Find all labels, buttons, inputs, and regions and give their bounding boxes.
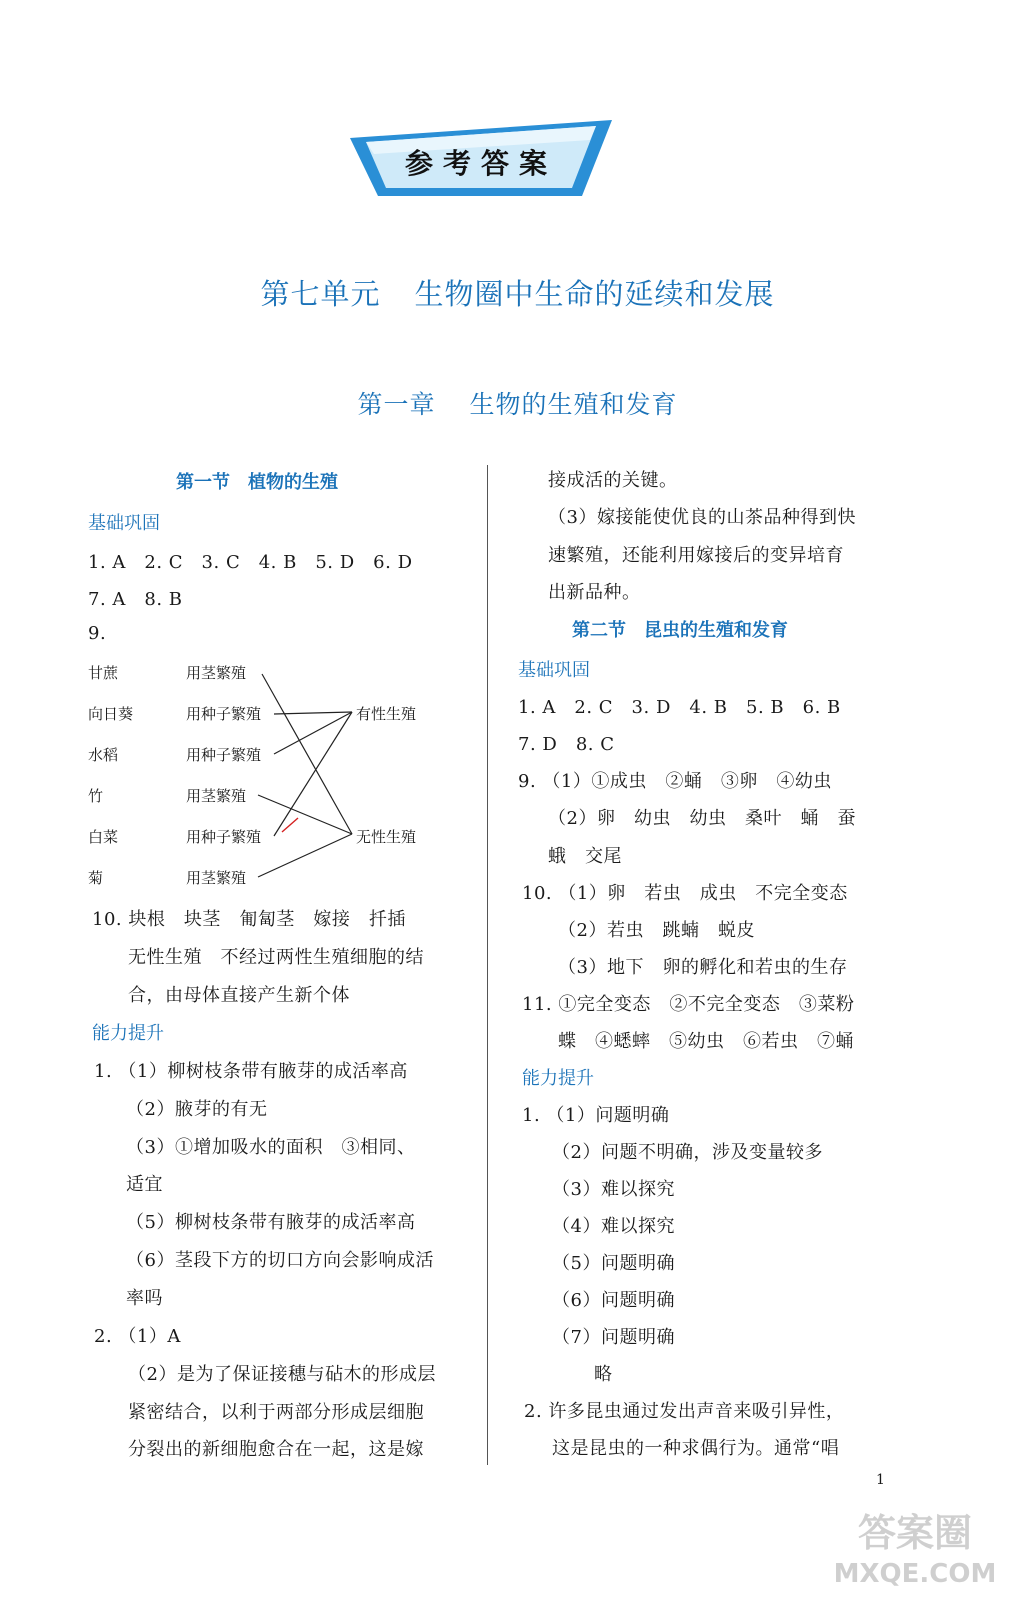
- answer-line: （6）茎段下方的切口方向会影响成活: [126, 1250, 434, 1271]
- answer-line: 这是昆虫的一种求偶行为。通常“唱: [552, 1438, 840, 1459]
- answer-line: （4）难以探究: [552, 1216, 675, 1237]
- basic-head-right: 基础巩固: [518, 660, 590, 681]
- answer-line: 速繁殖，还能利用嫁接后的变异培育: [548, 545, 844, 566]
- answer-line: 接成活的关键。: [548, 470, 678, 491]
- plant-label: 甘蔗: [88, 664, 119, 682]
- red-check-mark: [282, 818, 298, 832]
- plant-label: 白菜: [88, 828, 119, 846]
- type-label-asexual: 无性生殖: [356, 828, 417, 846]
- match-line: [262, 674, 352, 834]
- answer-line: 无性生殖 不经过两性生殖细胞的结: [128, 947, 424, 968]
- answer-line: （3）①增加吸水的面积 ③相同、: [126, 1137, 416, 1158]
- chapter-label: 第一章: [357, 390, 436, 419]
- answer-line: （3）嫁接能使优良的山茶品种得到快: [548, 507, 856, 528]
- answer-line: 蝶 ④蟋蟀 ⑤幼虫 ⑥若虫 ⑦蛹: [558, 1031, 854, 1052]
- ability-head-left: 能力提升: [92, 1023, 164, 1044]
- answer-line: 适宜: [126, 1174, 163, 1195]
- watermark-line1: 答案圈: [857, 1511, 973, 1555]
- ability-head-right: 能力提升: [522, 1068, 594, 1089]
- match-line: [274, 712, 352, 714]
- banner-title: 参考答案: [405, 147, 558, 180]
- answer-line: （2）腋芽的有无: [126, 1099, 268, 1120]
- answer-line: 1. A 2. C 3. C 4. B 5. D 6. D: [88, 552, 413, 573]
- section-title-insect-reproduction: 第二节 昆虫的生殖和发育: [572, 620, 788, 641]
- match-line: [258, 795, 352, 834]
- chapter-text: 生物的生殖和发育: [469, 390, 678, 419]
- answer-line: （5）问题明确: [552, 1253, 675, 1274]
- basic-head-left: 基础巩固: [88, 513, 160, 534]
- type-label-sexual: 有性生殖: [356, 705, 417, 723]
- answer-line: 10. （1）卵 若虫 成虫 不完全变态: [522, 883, 848, 904]
- answer-line: （5）柳树枝条带有腋芽的成活率高: [126, 1212, 416, 1233]
- section-title-plant-reproduction: 第一节 植物的生殖: [176, 472, 338, 493]
- unit-label: 第七单元: [260, 277, 381, 311]
- plant-label: 菊: [88, 869, 104, 887]
- method-label: 用茎繁殖: [186, 787, 247, 805]
- answer-line: （6）问题明确: [552, 1290, 675, 1311]
- watermark-line2: MXQE.COM: [833, 1559, 997, 1589]
- method-label: 用种子繁殖: [186, 746, 262, 764]
- method-label: 用种子繁殖: [186, 828, 262, 846]
- answer-line: 略: [594, 1364, 613, 1385]
- answer-line: 1. （1）柳树枝条带有腋芽的成活率高: [94, 1061, 408, 1082]
- answer-line: 2. （1）A: [94, 1326, 181, 1347]
- answer-line: 2. 许多昆虫通过发出声音来吸引异性，: [524, 1401, 845, 1422]
- answer-line: 分裂出的新细胞愈合在一起，这是嫁: [128, 1439, 424, 1460]
- chapter-title: [0, 385, 1035, 421]
- answer-line: 1. A 2. C 3. D 4. B 5. B 6. B: [518, 697, 841, 718]
- answer-line: （2）卵 幼虫 幼虫 桑叶 蛹 蚕: [548, 808, 856, 829]
- answer-line: 10. 块根 块茎 匍匐茎 嫁接 扦插: [92, 909, 406, 930]
- plant-label: 水稻: [88, 746, 119, 764]
- answer-line: 11. ①完全变态 ②不完全变态 ③菜粉: [522, 994, 855, 1015]
- answer-line: 9.: [88, 623, 107, 644]
- answer-line: 率吗: [126, 1288, 163, 1309]
- answer-line: （3）地下 卵的孵化和若虫的生存: [558, 957, 848, 978]
- answer-line: 7. A 8. B: [88, 589, 183, 610]
- answer-line: 蛾 交尾: [548, 846, 622, 867]
- unit-title: [0, 272, 1035, 313]
- unit-text: 生物圈中生命的延续和发展: [414, 277, 775, 311]
- answer-line: 合，由母体直接产生新个体: [128, 985, 350, 1006]
- answer-line: （2）是为了保证接穗与砧木的形成层: [128, 1364, 436, 1385]
- match-line: [274, 712, 352, 836]
- method-label: 用茎繁殖: [186, 664, 247, 682]
- answer-line: 紧密结合，以利于两部分形成层细胞: [128, 1402, 424, 1423]
- watermark-logo: [815, 1502, 1015, 1592]
- answer-line: （7）问题明确: [552, 1327, 675, 1348]
- column-divider: [487, 465, 488, 1465]
- plant-label: 向日葵: [88, 705, 134, 723]
- match-line: [274, 712, 352, 754]
- answer-line: 出新品种。: [548, 582, 641, 603]
- page-number: 1: [876, 1472, 886, 1488]
- answer-line: 9. （1）①成虫 ②蛹 ③卵 ④幼虫: [518, 771, 832, 792]
- method-label: 用茎繁殖: [186, 869, 247, 887]
- plant-label: 竹: [88, 787, 104, 805]
- answer-line: 7. D 8. C: [518, 734, 615, 755]
- answer-line: （2）问题不明确，涉及变量较多: [552, 1142, 823, 1163]
- match-line: [258, 834, 352, 877]
- method-label: 用种子繁殖: [186, 705, 262, 723]
- answer-line: 1. （1）问题明确: [522, 1105, 670, 1126]
- answer-line: （3）难以探究: [552, 1179, 675, 1200]
- answer-line: （2）若虫 跳蝻 蜕皮: [558, 920, 755, 941]
